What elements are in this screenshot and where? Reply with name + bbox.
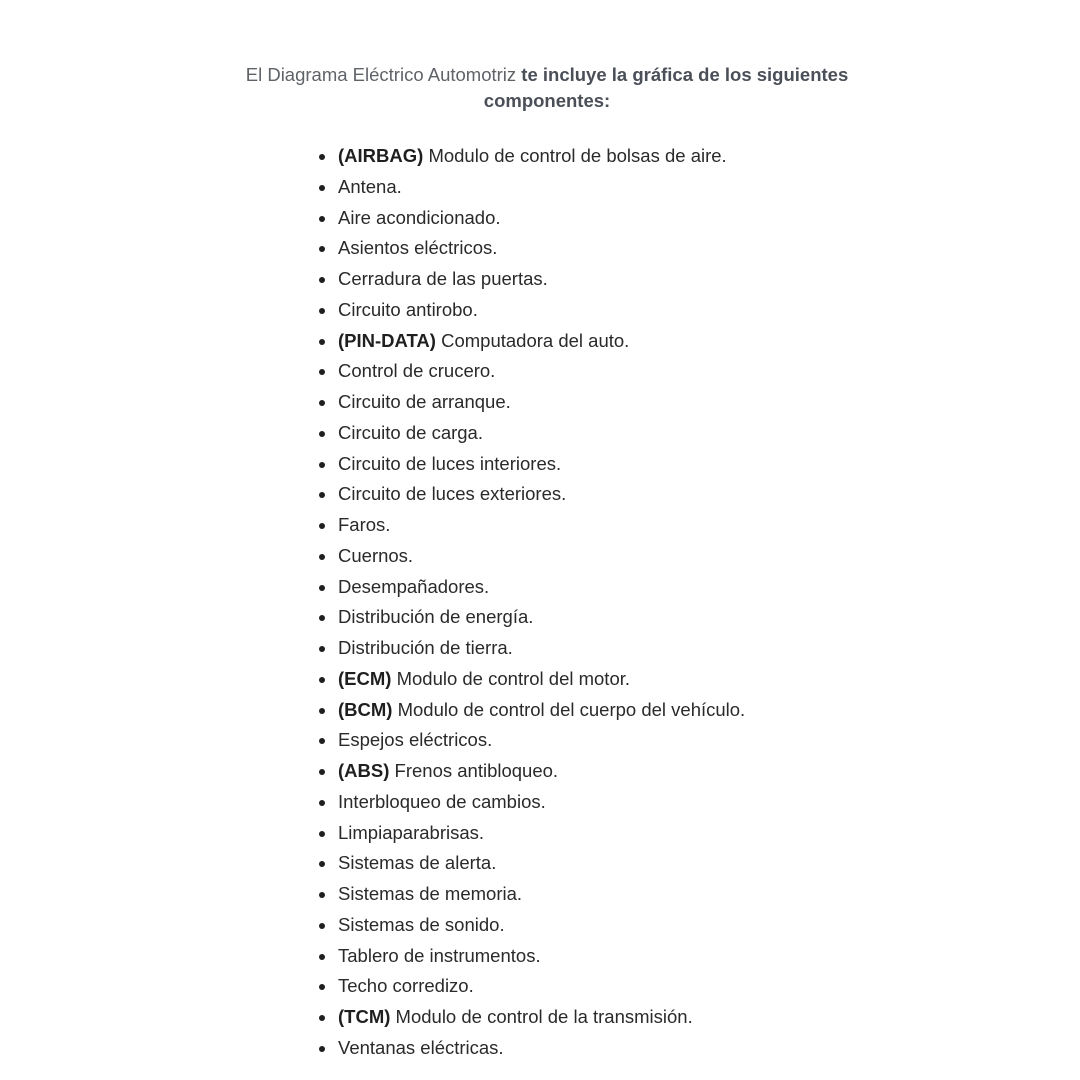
list-item [338, 787, 745, 818]
component-label: Antena. [338, 175, 402, 197]
list-item [338, 910, 745, 941]
list-item [338, 848, 745, 879]
component-label: Modulo de control de la transmisión. [395, 1006, 693, 1027]
list-item [338, 572, 745, 603]
component-label: Distribución de tierra. [338, 637, 513, 658]
list-item [338, 172, 745, 203]
list-item [338, 449, 745, 480]
list-item [338, 725, 745, 756]
component-label: Asientos eléctricos. [338, 237, 498, 259]
component-label: Aire acondicionado. [338, 206, 501, 228]
list-item [338, 141, 745, 172]
component-label: Techo corredizo. [338, 975, 474, 997]
list-item [338, 387, 745, 418]
component-label: Circuito de arranque. [338, 391, 511, 412]
component-label: Frenos antibloqueo. [394, 760, 559, 781]
component-code: (PIN-DATA) [338, 329, 436, 351]
component-code: (ABS) [338, 760, 390, 781]
component-label: Sistemas de alerta. [338, 852, 497, 874]
component-label: Cuernos. [338, 544, 414, 566]
list-item [338, 941, 745, 972]
list-item [338, 541, 745, 572]
component-label: Faros. [338, 514, 391, 535]
list-item [338, 818, 745, 849]
component-label: Sistemas de sonido. [338, 913, 505, 935]
component-label: Modulo de control del cuerpo del vehículo. [397, 698, 746, 720]
component-label: Limpiaparabrisas. [338, 821, 485, 843]
component-label: Computadora del auto. [441, 329, 630, 351]
component-label: Circuito de luces exteriores. [338, 483, 567, 505]
list-item [338, 295, 745, 326]
component-label: Cerradura de las puertas. [338, 268, 548, 289]
list-item [338, 264, 745, 295]
component-label: Tablero de instrumentos. [338, 944, 541, 966]
component-label: Desempañadores. [338, 575, 490, 597]
list-item [338, 695, 745, 726]
list-item [338, 356, 745, 387]
intro-lead: El Diagrama Eléctrico Automotriz [245, 64, 517, 85]
list-item [338, 510, 745, 541]
component-label: Sistemas de memoria. [338, 883, 523, 904]
component-code: (BCM) [338, 698, 393, 720]
component-label: Espejos eléctricos. [338, 729, 493, 751]
component-label: Distribución de energía. [338, 606, 534, 628]
components-list [338, 141, 745, 1064]
component-label: Ventanas eléctricas. [338, 1036, 504, 1058]
intro-emphasis: te incluye la gráfica de los siguientes componentes: [483, 64, 849, 111]
component-label: Circuito de carga. [338, 421, 483, 443]
component-label: Modulo de control de bolsas de aire. [428, 145, 727, 166]
list-item [338, 479, 745, 510]
list-item [338, 756, 745, 787]
list-item [338, 233, 745, 264]
list-item [338, 203, 745, 234]
list-item [338, 326, 745, 357]
list-item [338, 633, 745, 664]
component-label: Circuito de luces interiores. [338, 452, 562, 474]
list-item [338, 971, 745, 1002]
list-item [338, 1002, 745, 1033]
component-code: (AIRBAG) [338, 145, 424, 166]
component-label: Interbloqueo de cambios. [338, 790, 546, 812]
component-label: Control de crucero. [338, 360, 496, 382]
list-item [338, 418, 745, 449]
list-item [338, 664, 745, 695]
component-code: (TCM) [338, 1006, 391, 1027]
component-label: Circuito antirobo. [338, 298, 478, 320]
component-label: Modulo de control del motor. [396, 667, 631, 689]
component-code: (ECM) [338, 667, 392, 689]
list-item [338, 1033, 745, 1064]
list-item [338, 602, 745, 633]
intro-paragraph [230, 62, 864, 114]
list-item [338, 879, 745, 910]
